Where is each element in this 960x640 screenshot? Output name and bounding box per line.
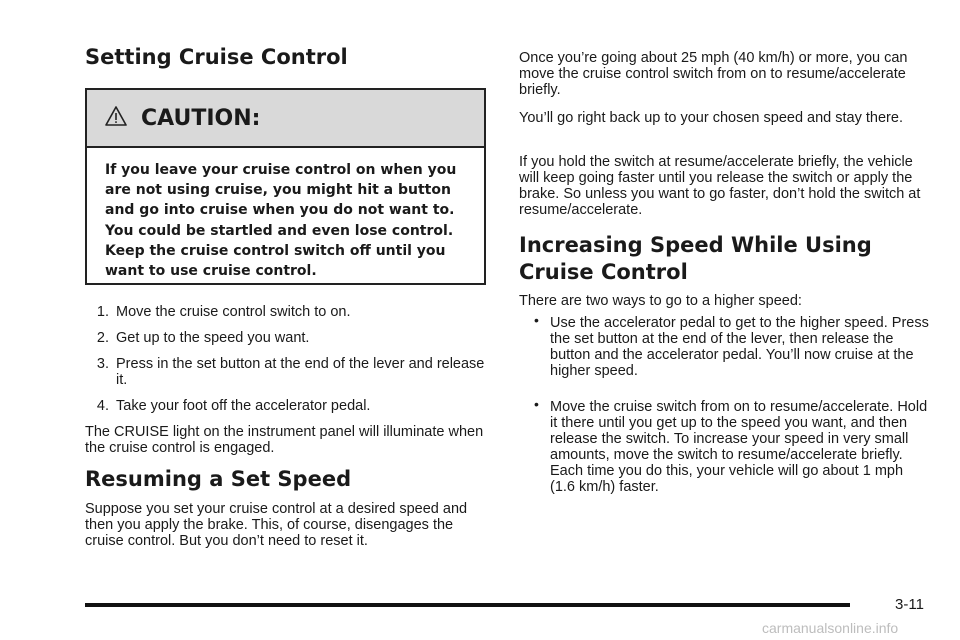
caution-box (85, 88, 486, 285)
caution-header (87, 90, 484, 148)
list-item (519, 312, 929, 379)
cruise-light-paragraph: The CRUISE light on the instrument panel will illuminate when the cruise control is engaged. (85, 424, 484, 456)
chosen-speed-paragraph: You’ll go right back up to your chosen speed and stay there. (519, 110, 903, 126)
section-title-setting-cruise-control: Setting Cruise Control (85, 45, 348, 69)
bullet-icon: • (534, 396, 539, 412)
list-item (519, 396, 929, 495)
step-text: Get up to the speed you want. (116, 330, 310, 346)
hold-switch-paragraph: If you hold the switch at resume/accelerate briefly, the vehicle will keep going faster until you release the switch or apply the brake. So unless you want to go faster, don’t hold the switch at resume/accelerate. (519, 154, 921, 218)
step-text: Take your foot off the accelerator pedal. (116, 398, 371, 414)
footer-rule (85, 603, 850, 607)
higher-speed-intro: There are two ways to go to a higher speed: (519, 293, 802, 309)
list-item-text: Use the accelerator pedal to get to the higher speed. Press the set button at the end of the lever, then release the button and the accelerator pedal. You’ll now cruise at the higher speed. (550, 315, 929, 379)
step-number: 2. (96, 330, 109, 346)
step-item (85, 330, 490, 346)
step-number: 4. (96, 398, 109, 414)
section-title-increasing-speed: Increasing Speed While Using Cruise Control (519, 233, 872, 284)
resuming-paragraph: Suppose you set your cruise control at a desired speed and then you apply the brake. This, of course, disengages the cruise control. But you don’t need to reset it. (85, 501, 468, 549)
watermark: carmanualsonline.info (762, 620, 899, 636)
step-item (85, 398, 490, 414)
caution-title: CAUTION: (141, 106, 261, 131)
bullet-icon: • (534, 312, 539, 328)
step-number: 1. (96, 304, 109, 320)
higher-speed-list (519, 312, 929, 515)
page-number: 3-11 (895, 596, 924, 613)
step-item (85, 356, 490, 388)
caution-text: If you leave your cruise control on when you are not using cruise, you might hit a button and go into cruise when you do not want to. You could be startled and even lose control. Keep the cruise control switch off until you want to use cruise control. (105, 162, 457, 280)
step-number: 3. (96, 356, 109, 372)
step-text: Move the cruise control switch to on. (116, 304, 351, 320)
steps-list (85, 304, 490, 424)
resume-accelerate-paragraph: Once you’re going about 25 mph (40 km/h) or more, you can move the cruise control switch from on to resume/accelerate briefly. (519, 50, 908, 98)
step-text: Press in the set button at the end of the lever and release it. (116, 356, 485, 388)
step-item (85, 304, 490, 320)
caution-triangle-icon (105, 105, 127, 127)
section-title-resuming-set-speed: Resuming a Set Speed (85, 467, 352, 491)
list-item-text: Move the cruise switch from on to resume/accelerate. Hold it there until you get up to the speed you want, and then release the switch. To increase your speed in very small amounts, move the switch to resume/accelerate briefly. Each time you do this, your vehicle will go about 1 mph (1.6 km/h) faster. (550, 399, 928, 495)
